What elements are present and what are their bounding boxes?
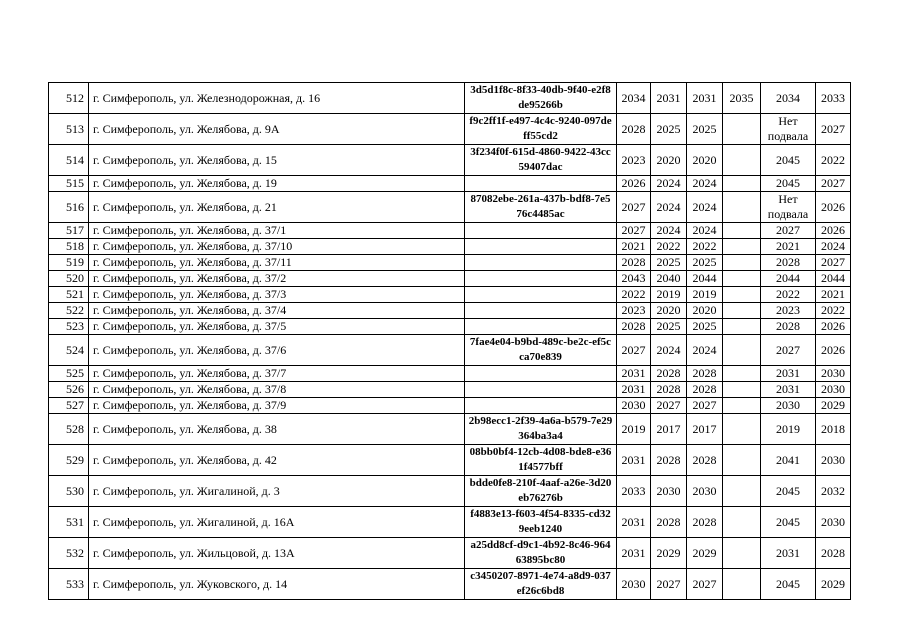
row-number: 533 [49, 569, 89, 600]
year-cell-5: 2027 [761, 223, 816, 239]
year-cell-2: 2027 [651, 398, 687, 414]
housing-schedule-table [48, 82, 851, 600]
year-cell-5: 2030 [761, 398, 816, 414]
year-cell-6: 2018 [816, 414, 851, 445]
year-cell-6: 2024 [816, 239, 851, 255]
table-row [49, 255, 851, 271]
table-row [49, 366, 851, 382]
address-cell: г. Симферополь, ул. Железнодорожная, д. 16 [89, 83, 465, 114]
year-cell-5: 2019 [761, 414, 816, 445]
row-number: 522 [49, 303, 89, 319]
year-cell-1: 2023 [617, 145, 651, 176]
table-row [49, 287, 851, 303]
guid-cell: 3d5d1f8c-8f33-40db-9f40-e2f8de95266b [465, 83, 617, 114]
row-number: 523 [49, 319, 89, 335]
year-cell-2: 2028 [651, 366, 687, 382]
year-cell-3: 2029 [687, 538, 723, 569]
guid-cell: a25dd8cf-d9c1-4b92-8c46-96463895bc80 [465, 538, 617, 569]
table-row [49, 83, 851, 114]
year-cell-1: 2023 [617, 303, 651, 319]
row-number: 513 [49, 114, 89, 145]
address-cell: г. Симферополь, ул. Желябова, д. 37/5 [89, 319, 465, 335]
year-cell-6: 2026 [816, 335, 851, 366]
year-cell-4 [723, 366, 761, 382]
year-cell-4 [723, 287, 761, 303]
row-number: 512 [49, 83, 89, 114]
year-cell-6: 2026 [816, 319, 851, 335]
year-cell-5: 2045 [761, 569, 816, 600]
year-cell-3: 2019 [687, 287, 723, 303]
address-cell: г. Симферополь, ул. Желябова, д. 37/7 [89, 366, 465, 382]
row-number: 531 [49, 507, 89, 538]
guid-cell [465, 303, 617, 319]
year-cell-2: 2024 [651, 192, 687, 223]
guid-cell [465, 255, 617, 271]
year-cell-3: 2025 [687, 319, 723, 335]
year-cell-4 [723, 335, 761, 366]
year-cell-2: 2025 [651, 319, 687, 335]
year-cell-4 [723, 303, 761, 319]
year-cell-2: 2029 [651, 538, 687, 569]
row-number: 529 [49, 445, 89, 476]
table-row [49, 538, 851, 569]
year-cell-6: 2028 [816, 538, 851, 569]
year-cell-4 [723, 239, 761, 255]
year-cell-2: 2028 [651, 445, 687, 476]
year-cell-2: 2027 [651, 569, 687, 600]
year-cell-6: 2021 [816, 287, 851, 303]
year-cell-1: 2022 [617, 287, 651, 303]
year-cell-3: 2020 [687, 145, 723, 176]
year-cell-2: 2019 [651, 287, 687, 303]
year-cell-1: 2028 [617, 255, 651, 271]
year-cell-4 [723, 319, 761, 335]
guid-cell: c3450207-8971-4e74-a8d9-037ef26c6bd8 [465, 569, 617, 600]
row-number: 521 [49, 287, 89, 303]
year-cell-2: 2025 [651, 114, 687, 145]
year-cell-4 [723, 382, 761, 398]
year-cell-5: 2044 [761, 271, 816, 287]
year-cell-3: 2027 [687, 569, 723, 600]
row-number: 530 [49, 476, 89, 507]
row-number: 515 [49, 176, 89, 192]
year-cell-4 [723, 569, 761, 600]
year-cell-5: Нет подвала [761, 114, 816, 145]
year-cell-1: 2030 [617, 398, 651, 414]
year-cell-3: 2022 [687, 239, 723, 255]
year-cell-6: 2026 [816, 223, 851, 239]
row-number: 519 [49, 255, 89, 271]
year-cell-5: 2031 [761, 366, 816, 382]
year-cell-5: 2041 [761, 445, 816, 476]
address-cell: г. Симферополь, ул. Желябова, д. 37/4 [89, 303, 465, 319]
year-cell-1: 2027 [617, 335, 651, 366]
table-row [49, 319, 851, 335]
row-number: 526 [49, 382, 89, 398]
guid-cell: 87082ebe-261a-437b-bdf8-7e576c4485ac [465, 192, 617, 223]
year-cell-5: 2022 [761, 287, 816, 303]
year-cell-1: 2021 [617, 239, 651, 255]
year-cell-2: 2040 [651, 271, 687, 287]
year-cell-4 [723, 414, 761, 445]
year-cell-4: 2035 [723, 83, 761, 114]
year-cell-6: 2026 [816, 192, 851, 223]
row-number: 532 [49, 538, 89, 569]
table-row [49, 382, 851, 398]
guid-cell [465, 382, 617, 398]
year-cell-5: 2021 [761, 239, 816, 255]
year-cell-2: 2028 [651, 382, 687, 398]
year-cell-3: 2028 [687, 507, 723, 538]
year-cell-3: 2024 [687, 335, 723, 366]
address-cell: г. Симферополь, ул. Желябова, д. 15 [89, 145, 465, 176]
year-cell-6: 2033 [816, 83, 851, 114]
year-cell-6: 2027 [816, 176, 851, 192]
year-cell-2: 2024 [651, 335, 687, 366]
year-cell-6: 2022 [816, 145, 851, 176]
table-row [49, 303, 851, 319]
year-cell-2: 2025 [651, 255, 687, 271]
guid-cell: f9c2ff1f-e497-4c4c-9240-097deff55cd2 [465, 114, 617, 145]
address-cell: г. Симферополь, ул. Желябова, д. 9А [89, 114, 465, 145]
year-cell-6: 2027 [816, 114, 851, 145]
year-cell-5: 2045 [761, 507, 816, 538]
address-cell: г. Симферополь, ул. Желябова, д. 21 [89, 192, 465, 223]
year-cell-1: 2026 [617, 176, 651, 192]
row-number: 527 [49, 398, 89, 414]
year-cell-5: 2028 [761, 255, 816, 271]
year-cell-1: 2043 [617, 271, 651, 287]
address-cell: г. Симферополь, ул. Жуковского, д. 14 [89, 569, 465, 600]
year-cell-1: 2028 [617, 114, 651, 145]
year-cell-2: 2030 [651, 476, 687, 507]
year-cell-4 [723, 476, 761, 507]
row-number: 524 [49, 335, 89, 366]
guid-cell: 2b98ecc1-2f39-4a6a-b579-7e29364ba3a4 [465, 414, 617, 445]
table-row [49, 569, 851, 600]
year-cell-2: 2031 [651, 83, 687, 114]
year-cell-3: 2030 [687, 476, 723, 507]
year-cell-3: 2025 [687, 255, 723, 271]
guid-cell: 3f234f0f-615d-4860-9422-43cc59407dac [465, 145, 617, 176]
row-number: 525 [49, 366, 89, 382]
year-cell-4 [723, 114, 761, 145]
year-cell-4 [723, 398, 761, 414]
table-body [49, 83, 851, 600]
guid-cell [465, 223, 617, 239]
year-cell-6: 2027 [816, 255, 851, 271]
year-cell-2: 2028 [651, 507, 687, 538]
year-cell-2: 2022 [651, 239, 687, 255]
year-cell-1: 2030 [617, 569, 651, 600]
guid-cell [465, 366, 617, 382]
row-number: 518 [49, 239, 89, 255]
year-cell-1: 2031 [617, 382, 651, 398]
year-cell-3: 2024 [687, 176, 723, 192]
year-cell-6: 2030 [816, 445, 851, 476]
table-row [49, 145, 851, 176]
guid-cell [465, 176, 617, 192]
table-row [49, 476, 851, 507]
year-cell-3: 2025 [687, 114, 723, 145]
address-cell: г. Симферополь, ул. Желябова, д. 37/11 [89, 255, 465, 271]
address-cell: г. Симферополь, ул. Жигалиной, д. 16А [89, 507, 465, 538]
year-cell-4 [723, 145, 761, 176]
year-cell-3: 2044 [687, 271, 723, 287]
year-cell-5: 2027 [761, 335, 816, 366]
guid-cell: 7fae4e04-b9bd-489c-be2c-ef5cca70e839 [465, 335, 617, 366]
year-cell-1: 2019 [617, 414, 651, 445]
year-cell-3: 2024 [687, 223, 723, 239]
year-cell-4 [723, 192, 761, 223]
year-cell-5: 2028 [761, 319, 816, 335]
year-cell-6: 2032 [816, 476, 851, 507]
guid-cell [465, 239, 617, 255]
year-cell-3: 2027 [687, 398, 723, 414]
year-cell-3: 2020 [687, 303, 723, 319]
year-cell-5: 2034 [761, 83, 816, 114]
table-row [49, 192, 851, 223]
year-cell-6: 2030 [816, 382, 851, 398]
year-cell-1: 2027 [617, 192, 651, 223]
table-row [49, 414, 851, 445]
table-row [49, 271, 851, 287]
year-cell-2: 2024 [651, 223, 687, 239]
year-cell-4 [723, 271, 761, 287]
row-number: 517 [49, 223, 89, 239]
year-cell-5: 2045 [761, 145, 816, 176]
year-cell-2: 2024 [651, 176, 687, 192]
address-cell: г. Симферополь, ул. Желябова, д. 37/8 [89, 382, 465, 398]
guid-cell [465, 287, 617, 303]
year-cell-3: 2028 [687, 366, 723, 382]
guid-cell [465, 319, 617, 335]
year-cell-1: 2031 [617, 538, 651, 569]
address-cell: г. Симферополь, ул. Желябова, д. 42 [89, 445, 465, 476]
year-cell-1: 2031 [617, 366, 651, 382]
year-cell-6: 2030 [816, 366, 851, 382]
year-cell-4 [723, 507, 761, 538]
address-cell: г. Симферополь, ул. Жильцовой, д. 13А [89, 538, 465, 569]
guid-cell: f4883e13-f603-4f54-8335-cd329eeb1240 [465, 507, 617, 538]
year-cell-3: 2031 [687, 83, 723, 114]
year-cell-3: 2028 [687, 382, 723, 398]
year-cell-6: 2029 [816, 398, 851, 414]
table-row [49, 445, 851, 476]
address-cell: г. Симферополь, ул. Желябова, д. 37/1 [89, 223, 465, 239]
address-cell: г. Симферополь, ул. Жигалиной, д. 3 [89, 476, 465, 507]
row-number: 528 [49, 414, 89, 445]
year-cell-1: 2028 [617, 319, 651, 335]
year-cell-5: 2045 [761, 176, 816, 192]
guid-cell [465, 398, 617, 414]
address-cell: г. Симферополь, ул. Желябова, д. 19 [89, 176, 465, 192]
year-cell-3: 2028 [687, 445, 723, 476]
table-row [49, 223, 851, 239]
table-row [49, 176, 851, 192]
row-number: 516 [49, 192, 89, 223]
year-cell-4 [723, 176, 761, 192]
year-cell-4 [723, 445, 761, 476]
year-cell-6: 2044 [816, 271, 851, 287]
year-cell-3: 2024 [687, 192, 723, 223]
table-row [49, 114, 851, 145]
year-cell-4 [723, 255, 761, 271]
table-row [49, 239, 851, 255]
address-cell: г. Симферополь, ул. Желябова, д. 37/10 [89, 239, 465, 255]
year-cell-6: 2029 [816, 569, 851, 600]
address-cell: г. Симферополь, ул. Желябова, д. 37/3 [89, 287, 465, 303]
year-cell-5: 2031 [761, 538, 816, 569]
year-cell-6: 2022 [816, 303, 851, 319]
guid-cell: 08bb0bf4-12cb-4d08-bde8-e361f4577bff [465, 445, 617, 476]
address-cell: г. Симферополь, ул. Желябова, д. 38 [89, 414, 465, 445]
address-cell: г. Симферополь, ул. Желябова, д. 37/9 [89, 398, 465, 414]
year-cell-1: 2034 [617, 83, 651, 114]
table-row [49, 398, 851, 414]
year-cell-5: 2023 [761, 303, 816, 319]
year-cell-5: Нет подвала [761, 192, 816, 223]
year-cell-2: 2017 [651, 414, 687, 445]
year-cell-1: 2027 [617, 223, 651, 239]
guid-cell [465, 271, 617, 287]
address-cell: г. Симферополь, ул. Желябова, д. 37/2 [89, 271, 465, 287]
table-row [49, 507, 851, 538]
year-cell-5: 2031 [761, 382, 816, 398]
year-cell-5: 2045 [761, 476, 816, 507]
year-cell-2: 2020 [651, 145, 687, 176]
year-cell-4 [723, 223, 761, 239]
guid-cell: bdde0fe8-210f-4aaf-a26e-3d20eb76276b [465, 476, 617, 507]
year-cell-4 [723, 538, 761, 569]
year-cell-6: 2030 [816, 507, 851, 538]
year-cell-2: 2020 [651, 303, 687, 319]
year-cell-1: 2031 [617, 445, 651, 476]
row-number: 520 [49, 271, 89, 287]
table-row [49, 335, 851, 366]
year-cell-3: 2017 [687, 414, 723, 445]
year-cell-1: 2031 [617, 507, 651, 538]
year-cell-1: 2033 [617, 476, 651, 507]
address-cell: г. Симферополь, ул. Желябова, д. 37/6 [89, 335, 465, 366]
row-number: 514 [49, 145, 89, 176]
